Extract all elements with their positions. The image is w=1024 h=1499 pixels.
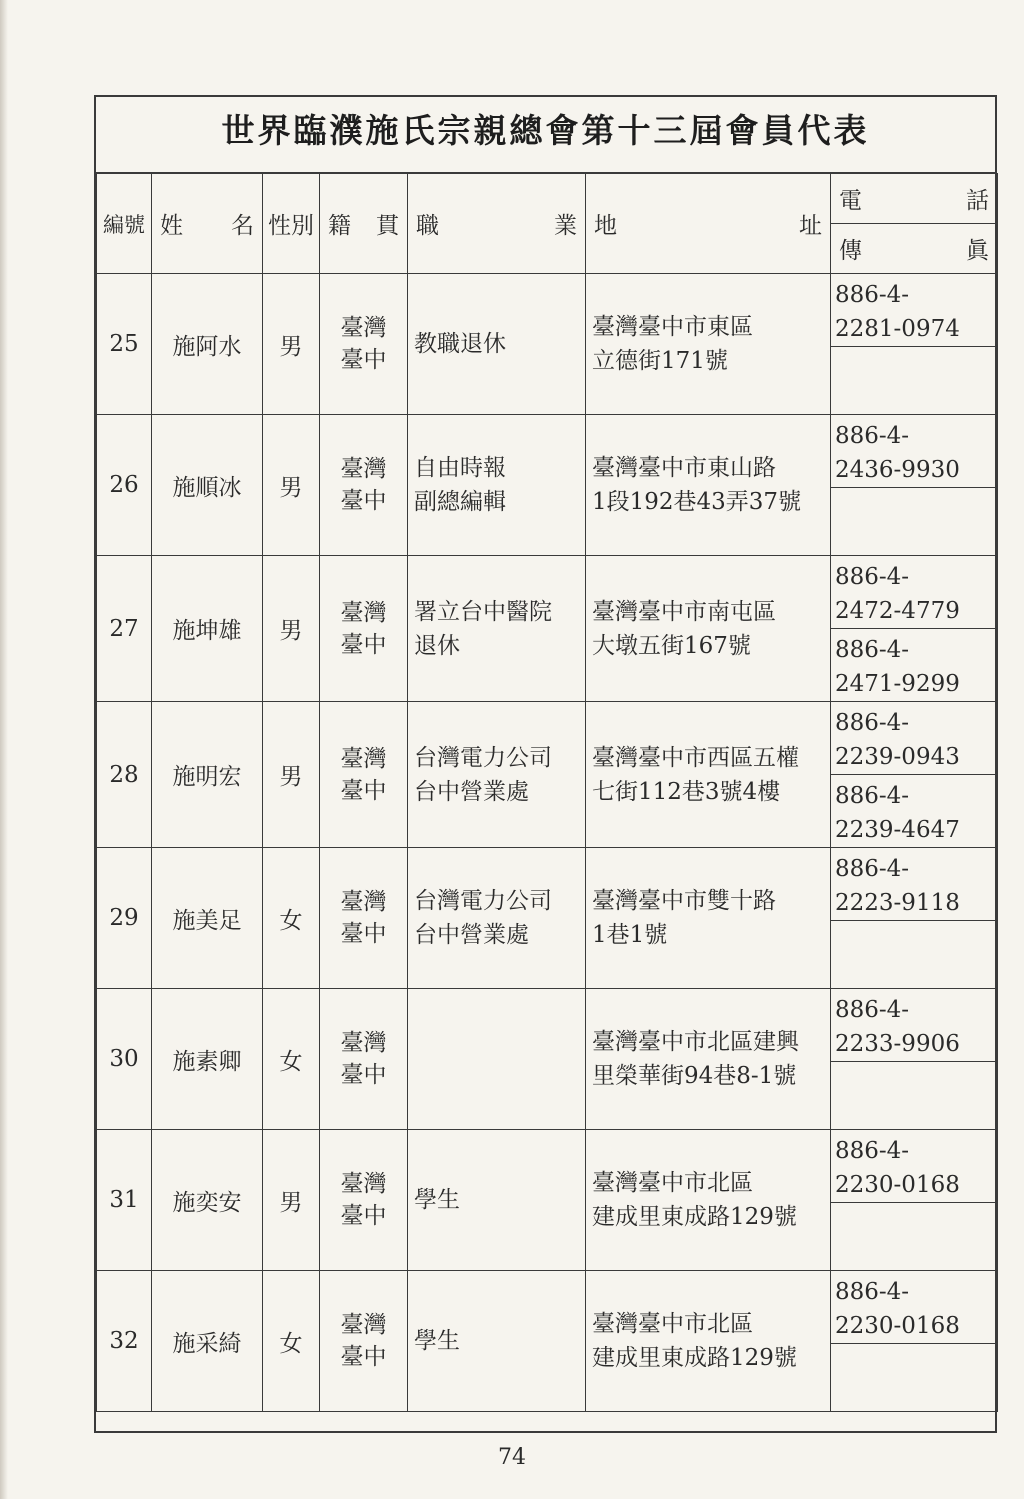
row-origin-line-1: 臺灣: [340, 599, 387, 626]
row-origin: [320, 274, 408, 415]
row-address-line-1: 臺灣臺中市北區: [592, 1311, 753, 1337]
row-job-line-1: 自由時報: [414, 455, 506, 481]
row-name: 施采綺: [152, 1271, 263, 1412]
row-origin-line-2: 臺中: [340, 631, 387, 658]
row-id: 29: [97, 848, 152, 989]
row-name: 施美足: [152, 848, 263, 989]
row-phone-line: 886-4-: [835, 1279, 910, 1305]
row-job: [408, 1130, 586, 1271]
page-number: 74: [498, 1445, 526, 1470]
row-id: 25: [97, 274, 152, 415]
header-job: [408, 174, 586, 274]
row-origin: [320, 415, 408, 556]
row-origin: [320, 1130, 408, 1271]
table-row: [97, 415, 998, 488]
header-phone-b: 話: [966, 188, 989, 214]
row-address-line-2: 建成里東成路129號: [592, 1204, 797, 1230]
row-name: 施坤雄: [152, 556, 263, 702]
row-job-line-2: 副總編輯: [414, 489, 506, 515]
header-phone: [831, 174, 998, 224]
row-job: [408, 556, 586, 702]
header-id: 編號: [97, 174, 152, 274]
header-fax-b: 眞: [966, 238, 989, 264]
row-phone-line: 2239-0943: [835, 744, 960, 770]
header-name-b: 名: [231, 213, 254, 239]
row-address-line-2: 建成里東成路129號: [592, 1345, 797, 1371]
row-job-line-1: 學生: [414, 1328, 460, 1354]
row-phone-line: 886-4-: [835, 564, 910, 590]
row-origin-line-1: 臺灣: [340, 889, 387, 915]
row-fax: [831, 1203, 998, 1271]
row-address: [586, 415, 831, 556]
row-id: 32: [97, 1271, 152, 1412]
table-row: [97, 848, 998, 921]
row-origin-line-1: 臺灣: [340, 1312, 387, 1338]
row-address-line-2: 里榮華街94巷8-1號: [592, 1063, 797, 1089]
row-origin-line-2: 臺中: [340, 488, 387, 514]
header-phone-a: 電: [839, 188, 862, 214]
row-origin-line-1: 臺灣: [340, 745, 387, 772]
header-gender: 性別: [263, 174, 320, 274]
row-id: 31: [97, 1130, 152, 1271]
row-phone-line: 886-4-: [835, 282, 910, 308]
row-gender: 女: [263, 1271, 320, 1412]
row-address: [586, 274, 831, 415]
row-job: [408, 415, 586, 556]
row-origin-line-2: 臺中: [340, 777, 387, 804]
row-fax: [831, 488, 998, 556]
row-address: [586, 556, 831, 702]
row-address-line-2: 1段192巷43弄37號: [592, 489, 802, 515]
row-gender: 男: [263, 274, 320, 415]
row-id: 28: [97, 702, 152, 848]
header-job-b: 業: [554, 213, 577, 239]
row-gender: 男: [263, 702, 320, 848]
row-phone-line: 2436-9930: [835, 457, 960, 483]
header-name: [152, 174, 263, 274]
member-table: [96, 173, 998, 1412]
member-table-sheet: [94, 95, 997, 1433]
row-job-line-2: 退休: [414, 632, 460, 659]
row-gender: 女: [263, 989, 320, 1130]
table-row: [97, 1271, 998, 1344]
row-gender: 男: [263, 415, 320, 556]
row-id: 26: [97, 415, 152, 556]
row-phone: [831, 556, 998, 629]
header-address-a: 地: [594, 213, 617, 239]
row-job-line-1: 學生: [414, 1187, 460, 1213]
row-origin: [320, 848, 408, 989]
header-job-a: 職: [416, 213, 439, 239]
row-phone: [831, 415, 998, 488]
row-gender: 女: [263, 848, 320, 989]
row-job: [408, 1271, 586, 1412]
row-origin-line-1: 臺灣: [340, 1030, 387, 1056]
header-address: [586, 174, 831, 274]
row-address-line-2: 立德街171號: [592, 348, 728, 374]
row-address-line-1: 臺灣臺中市西區五權: [592, 744, 799, 771]
row-fax: [831, 1344, 998, 1412]
row-name: 施阿水: [152, 274, 263, 415]
row-phone-line: 886-4-: [835, 1138, 910, 1164]
row-address-line-1: 臺灣臺中市北區: [592, 1170, 753, 1196]
row-id: 30: [97, 989, 152, 1130]
row-fax-line: 2471-9299: [835, 671, 960, 697]
row-phone-line: 2281-0974: [835, 316, 960, 342]
header-origin-b: 貫: [376, 213, 399, 239]
row-job-line-1: 教職退休: [414, 331, 506, 357]
row-origin-line-1: 臺灣: [340, 315, 387, 341]
row-job: [408, 702, 586, 848]
row-phone-line: 886-4-: [835, 997, 910, 1023]
row-phone: [831, 1130, 998, 1203]
row-name: 施順冰: [152, 415, 263, 556]
row-phone-line: 2233-9906: [835, 1031, 960, 1057]
row-job-line-1: 台灣電力公司: [414, 744, 552, 771]
row-origin-line-2: 臺中: [340, 1344, 387, 1370]
row-gender: 男: [263, 556, 320, 702]
row-phone: [831, 848, 998, 921]
row-phone: [831, 702, 998, 775]
row-origin-line-2: 臺中: [340, 1062, 387, 1088]
row-origin: [320, 702, 408, 848]
row-phone-line: 2223-9118: [835, 890, 960, 916]
row-job: [408, 848, 586, 989]
row-fax: [831, 921, 998, 989]
row-origin-line-2: 臺中: [340, 921, 387, 947]
row-name: 施明宏: [152, 702, 263, 848]
row-phone: [831, 274, 998, 347]
row-address: [586, 1271, 831, 1412]
row-phone-line: 2472-4779: [835, 598, 960, 624]
row-gender: 男: [263, 1130, 320, 1271]
row-phone-line: 2230-0168: [835, 1313, 960, 1339]
row-address-line-1: 臺灣臺中市雙十路: [592, 888, 776, 914]
row-job-line-2: 台中營業處: [414, 778, 529, 805]
row-fax: [831, 775, 998, 848]
row-address-line-1: 臺灣臺中市東區: [592, 314, 753, 340]
header-origin-a: 籍: [328, 213, 351, 239]
header-address-b: 址: [799, 213, 822, 239]
row-address: [586, 989, 831, 1130]
row-origin: [320, 989, 408, 1130]
row-address: [586, 702, 831, 848]
row-phone-line: 886-4-: [835, 423, 910, 449]
row-job: [408, 989, 586, 1130]
row-id: 27: [97, 556, 152, 702]
row-job: [408, 274, 586, 415]
row-job-line-2: 台中營業處: [414, 922, 529, 948]
row-phone: [831, 989, 998, 1062]
row-origin-line-1: 臺灣: [340, 456, 387, 482]
table-row: [97, 702, 998, 775]
table-row: [97, 274, 998, 347]
row-phone: [831, 1271, 998, 1344]
row-origin-line-2: 臺中: [340, 1203, 387, 1229]
header-fax: [831, 224, 998, 274]
row-job-line-1: 署立台中醫院: [414, 598, 552, 625]
row-phone-line: 2230-0168: [835, 1172, 960, 1198]
row-fax: [831, 629, 998, 702]
row-address-line-2: 七街112巷3號4樓: [592, 778, 781, 805]
row-fax-line: 886-4-: [835, 637, 910, 663]
row-name: 施素卿: [152, 989, 263, 1130]
table-row: [97, 556, 998, 629]
row-fax-line: 2239-4647: [835, 817, 960, 843]
row-phone-line: 886-4-: [835, 710, 910, 736]
table-row: [97, 989, 998, 1062]
row-address-line-1: 臺灣臺中市東山路: [592, 455, 776, 481]
row-address-line-1: 臺灣臺中市南屯區: [592, 598, 776, 625]
row-fax: [831, 1062, 998, 1130]
header-row: [97, 174, 998, 224]
row-job-line-1: 台灣電力公司: [414, 888, 552, 914]
page-title: 世界臨濮施氏宗親總會第十三屆會員代表: [96, 97, 995, 173]
row-origin-line-1: 臺灣: [340, 1171, 387, 1197]
header-origin: [320, 174, 408, 274]
page-binding-edge: [0, 0, 8, 1499]
row-address: [586, 848, 831, 989]
header-name-a: 姓: [160, 213, 183, 239]
header-fax-a: 傳: [839, 238, 862, 264]
row-name: 施奕安: [152, 1130, 263, 1271]
row-origin: [320, 556, 408, 702]
row-address: [586, 1130, 831, 1271]
row-address-line-2: 1巷1號: [592, 922, 668, 948]
row-fax: [831, 347, 998, 415]
row-address-line-2: 大墩五街167號: [592, 632, 751, 659]
row-address-line-1: 臺灣臺中市北區建興: [592, 1029, 799, 1055]
row-origin: [320, 1271, 408, 1412]
row-fax-line: 886-4-: [835, 783, 910, 809]
row-phone-line: 886-4-: [835, 856, 910, 882]
row-origin-line-2: 臺中: [340, 347, 387, 373]
table-row: [97, 1130, 998, 1203]
